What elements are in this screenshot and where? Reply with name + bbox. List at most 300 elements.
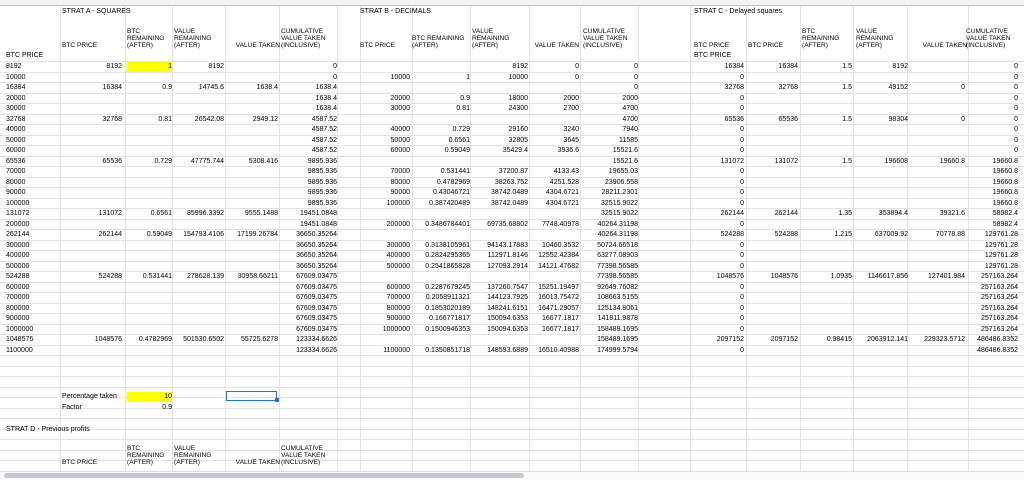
strat-b-cell: 38742.0489 (491, 189, 528, 196)
strat-c-cell: 0 (740, 105, 744, 112)
strat-a-cell: 36650.35264 (296, 263, 337, 270)
strat-c-cell: 0 (740, 189, 744, 196)
strat-a-cell: 0.59049 (146, 231, 172, 238)
strat-b-cell: 2000 (563, 95, 579, 102)
strat-c-cell: 129761.28 (984, 242, 1018, 249)
strat-b-cell: 4700 (622, 105, 638, 112)
strat-c-cell: 0 (740, 294, 744, 301)
strat-c-cell: 0 (740, 168, 744, 175)
strat-b-cell: 0.1853020189 (425, 305, 470, 312)
strat-c-cell: 0 (1014, 84, 1018, 91)
strat-c-cell: 196608 (884, 158, 908, 165)
strat-b-title: STRAT B - DECIMALS (360, 8, 431, 15)
strat-b-cell: 150094.6353 (487, 315, 528, 322)
strat-c-cell: 257163.264 (981, 305, 1018, 312)
strat-a-cell: 60000 (6, 147, 26, 154)
strat-b-cell: 30000 (390, 105, 410, 112)
strat-b-cell: 15251.19497 (538, 284, 579, 291)
strat-b-cell: 40000 (390, 126, 410, 133)
strat-b-cell: 174999.5794 (597, 347, 638, 354)
strat-a-cell: 19451.0848 (300, 221, 337, 228)
selected-cell[interactable] (226, 391, 277, 401)
strat-c-cell: 1048576 (770, 273, 798, 280)
strat-c-header: BTC REMAINING (AFTER) (802, 28, 840, 49)
strat-b-cell: 12552.42384 (538, 252, 579, 259)
strat-a-cell: 123334.6626 (296, 336, 337, 343)
strat-a-cell: 1048576 (6, 336, 34, 343)
row-gridline (0, 387, 1024, 388)
strat-a-cell: 20000 (6, 95, 26, 102)
strat-c-cell: 257163.264 (981, 326, 1018, 333)
strat-a-cell: 700000 (6, 294, 30, 301)
strat-a-cell: 67609.03475 (296, 326, 337, 333)
row-gridline (0, 439, 1024, 440)
strat-a-cell: 123334.6626 (296, 347, 337, 354)
strat-b-cell: 1 (466, 74, 470, 81)
strat-a-cell: 500000 (6, 263, 30, 270)
strat-b-cell: 23906.558 (604, 179, 638, 186)
strat-b-cell: 300000 (386, 242, 410, 249)
strat-b-cell: 100000 (386, 200, 410, 207)
strat-b-cell: 158489.1695 (597, 326, 638, 333)
strat-c-cell: 0 (1014, 105, 1018, 112)
strat-c-cell: 19660.8 (992, 168, 1018, 175)
strat-b-header: VALUE TAKEN (534, 42, 579, 49)
strat-a-cell: 19451.0848 (300, 210, 337, 217)
strat-b-cell: 4251.528 (549, 179, 579, 186)
strat-c-cell: 1.5 (842, 116, 852, 123)
strat-a-cell: 9895.936 (307, 158, 337, 165)
strat-b-cell: 0.2541865828 (425, 263, 470, 270)
strat-a-cell: 70000 (6, 168, 26, 175)
strat-a-cell: 5308.416 (248, 158, 278, 165)
strat-a-cell: 9895.936 (307, 200, 337, 207)
strat-b-cell: 0 (634, 84, 638, 91)
strat-a-cell: 0 (333, 74, 337, 81)
strat-c-cell: 1.215 (834, 231, 852, 238)
strat-a-cell: 32768 (6, 116, 26, 123)
strat-b-cell: 148593.6889 (487, 347, 528, 354)
strat-a-cell: 8192 (6, 63, 22, 70)
strat-a-cell: 278628.139 (187, 273, 224, 280)
strat-b-cell: 24300 (508, 105, 528, 112)
strat-b-cell: 200000 (386, 221, 410, 228)
strat-b-cell: 50724.66518 (597, 242, 638, 249)
strat-a-cell: 0.6561 (150, 210, 172, 217)
strat-b-cell: 0.6561 (448, 137, 470, 144)
strat-a-cell: 524288 (98, 273, 122, 280)
strat-b-cell: 63277.08903 (597, 252, 638, 259)
strat-c-cell: 32768 (724, 84, 744, 91)
strat-c-cell: 2097152 (716, 336, 744, 343)
factor-value: 0.9 (162, 404, 172, 411)
strat-c-cell: 19660.8 (992, 179, 1018, 186)
strat-c-cell: 0 (740, 126, 744, 133)
strat-a-cell: 0.4782969 (138, 336, 172, 343)
column-gridline (580, 5, 581, 471)
strat-b-cell: 38263.752 (494, 179, 528, 186)
strat-c-cell: 262144 (720, 210, 744, 217)
strat-b-cell: 0.9 (460, 95, 470, 102)
strat-a-cell: 4587.52 (311, 126, 337, 133)
horizontal-scrollbar-thumb[interactable] (4, 473, 524, 478)
column-gridline (800, 5, 801, 471)
strat-b-cell: 50000 (390, 137, 410, 144)
strat-b-cell: 69735.68802 (487, 221, 528, 228)
strat-c-cell: 19660.8 (992, 200, 1018, 207)
strat-b-cell: 40264.31198 (597, 231, 638, 238)
strat-b-cell: 700000 (386, 294, 410, 301)
strat-c-cell: 637009.92 (874, 231, 908, 238)
strat-c-cell: 129761.28 (984, 252, 1018, 259)
strat-a-cell: 80000 (6, 179, 26, 186)
strat-b-cell: 94143.17883 (487, 242, 528, 249)
strat-a-cell: 900000 (6, 315, 30, 322)
strat-b-cell: 29160 (508, 126, 528, 133)
strat-b-cell: 3240 (563, 126, 579, 133)
strat-c-cell: 0 (740, 242, 744, 249)
strat-c-cell: 65536 (724, 116, 744, 123)
column-header-bar (0, 0, 1024, 6)
strat-c-cell: 486486.8352 (977, 347, 1018, 354)
strat-b-header: BTC PRICE (360, 42, 396, 49)
strat-b-cell: 2000 (622, 95, 638, 102)
strat-c-cell: 70778.88 (935, 231, 965, 238)
column-gridline (125, 5, 126, 471)
strat-a-cell: 67609.03475 (296, 284, 337, 291)
strat-c-cell: 0 (740, 263, 744, 270)
strat-c-cell: 257163.264 (981, 284, 1018, 291)
strat-a-side-label: BTC PRICE (6, 52, 44, 59)
column-gridline (853, 5, 854, 471)
strat-b-cell: 112971.8146 (487, 252, 528, 259)
strat-b-cell: 0.1350851718 (425, 347, 470, 354)
strat-a-cell: 262144 (98, 231, 122, 238)
strat-c-cell: 0 (740, 305, 744, 312)
strat-b-cell: 7748.40978 (542, 221, 579, 228)
strat-c-header: CUMULATIVE VALUE TAKEN (INCLUSIVE) (966, 28, 1011, 49)
strat-c-cell: 229323.5712 (924, 336, 965, 343)
strat-b-cell: 2700 (563, 105, 579, 112)
strat-b-header: BTC REMAINING (AFTER) (412, 35, 465, 49)
percentage-value: 10 (127, 392, 172, 402)
column-gridline (225, 5, 226, 471)
strat-b-cell: 40264.31198 (597, 221, 638, 228)
fill-handle[interactable] (275, 398, 279, 402)
factor-label: Factor (62, 404, 82, 411)
strat-c-cell: 1146617.856 (867, 273, 908, 280)
strat-c-header: BTC PRICE (694, 42, 730, 49)
strat-b-cell: 18000 (508, 95, 528, 102)
strat-d-header: VALUE REMAINING (AFTER) (174, 445, 212, 466)
strat-a-cell: 36650.35264 (296, 242, 337, 249)
strat-a-cell: 40000 (6, 126, 26, 133)
strat-a-cell: 200000 (6, 221, 30, 228)
strat-b-cell: 150094.6353 (487, 326, 528, 333)
strat-c-cell: 19660.8 (939, 158, 965, 165)
strat-c-cell: 0 (1014, 95, 1018, 102)
strat-c-cell: 0 (740, 74, 744, 81)
strat-b-cell: 4304.6721 (545, 189, 579, 196)
strat-c-header: VALUE TAKEN (922, 42, 967, 49)
strat-c-cell: 1.35 (838, 210, 852, 217)
strat-b-cell: 20000 (390, 95, 410, 102)
strat-c-cell: 257163.264 (981, 273, 1018, 280)
strat-a-cell: 0.9 (162, 84, 172, 91)
strat-a-cell: 1100000 (6, 347, 33, 354)
strat-b-cell: 35429.4 (502, 147, 528, 154)
strat-a-cell: 1638.4 (315, 105, 337, 112)
strat-d-title: STRAT D - Previous profits (6, 426, 90, 433)
strat-b-cell: 0.2824295365 (425, 252, 470, 259)
strat-b-cell: 0.2058911321 (425, 294, 470, 301)
strat-a-cell: 524288 (6, 273, 30, 280)
strat-c-cell: 19660.8 (992, 189, 1018, 196)
strat-b-cell: 500000 (386, 263, 410, 270)
strat-b-cell: 125134.8061 (597, 305, 638, 312)
strat-b-cell: 4304.6721 (545, 200, 579, 207)
strat-c-cell: 524288 (720, 231, 744, 238)
strat-a-header: BTC PRICE (62, 42, 98, 49)
strat-a-header: VALUE REMAINING (AFTER) (174, 28, 212, 49)
strat-a-cell: 100000 (6, 200, 30, 207)
strat-b-cell: 70000 (390, 168, 410, 175)
strat-b-cell: 158489.1695 (597, 336, 638, 343)
column-gridline (746, 5, 747, 471)
strat-c-cell: 0 (1014, 137, 1018, 144)
percentage-label: Percentage taken (62, 393, 117, 400)
column-gridline (690, 5, 691, 471)
strat-a-cell: 30000 (6, 105, 26, 112)
strat-b-cell: 16677.1817 (542, 326, 579, 333)
strat-a-cell: 14745.6 (198, 84, 224, 91)
column-gridline (60, 5, 61, 471)
strat-b-cell: 14121.47682 (538, 263, 579, 270)
strat-c-cell: 0 (740, 179, 744, 186)
strat-b-cell: 10000 (508, 74, 528, 81)
strat-b-cell: 0 (634, 63, 638, 70)
strat-a-cell: 0.729 (154, 158, 172, 165)
row-gridline (0, 429, 1024, 430)
strat-c-cell: 131072 (774, 158, 798, 165)
strat-c-cell: 0 (740, 347, 744, 354)
strat-b-cell: 90000 (390, 189, 410, 196)
strat-b-cell: 600000 (386, 284, 410, 291)
strat-a-title: STRAT A - SQUARES (62, 8, 131, 15)
strat-a-cell: 85996.3392 (187, 210, 224, 217)
column-gridline (337, 5, 338, 471)
strat-b-cell: 15521.6 (612, 158, 638, 165)
strat-a-cell: 262144 (6, 231, 30, 238)
strat-c-cell: 131072 (720, 158, 744, 165)
strat-c-cell: 0 (1014, 63, 1018, 70)
strat-b-cell: 3936.6 (557, 147, 579, 154)
strat-a-cell: 8192 (208, 63, 224, 70)
strat-b-header: CUMULATIVE VALUE TAKEN (INCLUSIVE) (583, 28, 628, 49)
strat-a-cell: 2949.12 (252, 116, 278, 123)
strat-b-header: VALUE REMAINING (AFTER) (472, 28, 510, 49)
column-gridline (638, 5, 639, 471)
strat-a-cell: 67609.03475 (296, 315, 337, 322)
strat-b-cell: 148241.6151 (487, 305, 528, 312)
strat-d-header: CUMULATIVE VALUE TAKEN (INCLUSIVE) (281, 445, 326, 466)
strat-c-cell: 1.5 (842, 158, 852, 165)
strat-b-cell: 127093.2914 (487, 263, 528, 270)
strat-b-cell: 8192 (512, 63, 528, 70)
strat-b-cell: 7940 (622, 126, 638, 133)
strat-b-cell: 0.3486784401 (425, 221, 470, 228)
strat-a-header: VALUE TAKEN (235, 42, 280, 49)
strat-d-header: BTC PRICE (62, 459, 98, 466)
strat-b-cell: 0 (634, 74, 638, 81)
strat-c-title: STRAT C - Delayed squares (694, 8, 783, 15)
strat-c-cell: 0 (1014, 116, 1018, 123)
strat-b-cell: 16471.29057 (538, 305, 579, 312)
strat-c-cell: 353894.4 (878, 210, 908, 217)
strat-c-cell: 0 (740, 326, 744, 333)
strat-c-cell: 32768 (778, 84, 798, 91)
strat-b-cell: 0.166771817 (429, 315, 470, 322)
strat-b-cell: 0.729 (452, 126, 470, 133)
strat-b-cell: 4133.43 (553, 168, 579, 175)
strat-a-cell: 131072 (6, 210, 30, 217)
strat-b-cell: 16013.75472 (538, 294, 579, 301)
strat-a-cell: 800000 (6, 305, 30, 312)
strat-a-cell: 26542.08 (194, 116, 224, 123)
strat-b-cell: 1100000 (383, 347, 410, 354)
strat-a-cell: 131072 (98, 210, 122, 217)
strat-d-header: VALUE TAKEN (235, 459, 280, 466)
strat-a-cell: 9895.936 (307, 189, 337, 196)
strat-b-cell: 15521.6 (612, 147, 638, 154)
strat-c-cell: 0 (740, 200, 744, 207)
strat-c-cell: 127401.984 (928, 273, 965, 280)
strat-c-cell: 98304 (888, 116, 908, 123)
strat-a-cell: 65536 (102, 158, 122, 165)
strat-b-cell: 11585 (619, 137, 638, 144)
strat-c-cell: 2063912.141 (867, 336, 908, 343)
strat-a-cell: 47775.744 (190, 158, 224, 165)
strat-b-cell: 0.59049 (444, 147, 470, 154)
strat-c-sub-label: BTC PRICE (694, 52, 732, 59)
strat-a-cell: 16384 (102, 84, 122, 91)
strat-a-cell: 65536 (6, 158, 26, 165)
strat-a-cell: 1638.4 (315, 84, 337, 91)
strat-b-cell: 38742.0489 (491, 200, 528, 207)
strat-c-header: VALUE REMAINING (AFTER) (856, 28, 894, 49)
strat-b-cell: 0.4782969 (436, 179, 470, 186)
strat-c-cell: 0 (740, 137, 744, 144)
strat-c-cell: 0 (740, 95, 744, 102)
strat-a-cell: 1638.4 (315, 95, 337, 102)
strat-c-cell: 16384 (724, 63, 744, 70)
strat-d-header: BTC REMAINING (AFTER) (127, 445, 165, 466)
strat-a-cell: 501530.6502 (183, 336, 224, 343)
strat-a-cell: 16384 (6, 84, 26, 91)
strat-a-cell: 9895.936 (307, 179, 337, 186)
strat-a-cell: 36650.35264 (296, 231, 337, 238)
strat-c-cell: 2097152 (770, 336, 798, 343)
strat-b-cell: 77398.56585 (597, 273, 638, 280)
strat-a-cell: 600000 (6, 284, 30, 291)
strat-c-cell: 0 (740, 315, 744, 322)
strat-b-cell: 0.3138105961 (425, 242, 470, 249)
strat-a-cell: 4587.52 (311, 116, 337, 123)
strat-c-cell: 58982.4 (992, 221, 1018, 228)
strat-a-cell: 0 (333, 63, 337, 70)
strat-c-cell: 257163.264 (981, 294, 1018, 301)
strat-b-cell: 400000 (386, 252, 410, 259)
strat-a-cell: 36650.35264 (296, 252, 337, 259)
strat-a-cell: 1638.4 (256, 84, 278, 91)
strat-a-cell: 154793.4106 (183, 231, 224, 238)
strat-c-cell: 0 (1014, 126, 1018, 133)
strat-b-cell: 0.2287679245 (425, 284, 470, 291)
column-gridline (470, 5, 471, 471)
strat-a-cell: 8192 (106, 63, 122, 70)
strat-c-cell: 0 (1014, 74, 1018, 81)
strat-a-cell: 1 (127, 62, 172, 72)
strat-a-cell: 30958.66211 (237, 273, 278, 280)
strat-c-cell: 19660.8 (992, 158, 1018, 165)
strat-b-cell: 108663.5155 (597, 294, 638, 301)
strat-b-cell: 32515.9022 (601, 200, 638, 207)
strat-a-header: CUMULATIVE VALUE TAKEN (INCLUSIVE) (281, 28, 326, 49)
strat-b-cell: 900000 (386, 315, 410, 322)
strat-b-cell: 0 (575, 74, 579, 81)
strat-b-cell: 0.81 (456, 105, 470, 112)
strat-c-cell: 39321.6 (939, 210, 965, 217)
strat-b-cell: 0 (575, 63, 579, 70)
strat-c-cell: 0 (1014, 147, 1018, 154)
strat-a-header: BTC REMAINING (AFTER) (127, 28, 165, 49)
strat-a-cell: 90000 (6, 189, 26, 196)
strat-a-cell: 10000 (6, 74, 26, 81)
strat-c-cell: 486486.8352 (977, 336, 1018, 343)
strat-b-cell: 3645 (563, 137, 579, 144)
row-gridline (0, 376, 1024, 377)
strat-b-cell: 19655.03 (608, 168, 638, 175)
strat-a-cell: 4587.52 (311, 137, 337, 144)
strat-c-cell: 129761.28 (984, 231, 1018, 238)
strat-c-cell: 262144 (774, 210, 798, 217)
strat-a-cell: 0.531441 (142, 273, 172, 280)
strat-b-cell: 32515.9022 (601, 210, 638, 217)
column-gridline (172, 5, 173, 471)
strat-c-cell: 1.0935 (830, 273, 852, 280)
strat-c-cell: 8192 (892, 63, 908, 70)
strat-c-cell: 0.98415 (826, 336, 852, 343)
strat-b-cell: 0.531441 (440, 168, 470, 175)
strat-a-cell: 9555.1488 (244, 210, 278, 217)
strat-a-cell: 55725.6278 (241, 336, 278, 343)
strat-c-cell: 1.5 (842, 84, 852, 91)
strat-a-cell: 9895.936 (307, 168, 337, 175)
strat-b-cell: 28211.2301 (601, 189, 638, 196)
strat-b-cell: 0.43046721 (433, 189, 470, 196)
strat-a-cell: 300000 (6, 242, 30, 249)
strat-b-cell: 92649.76082 (597, 284, 638, 291)
strat-c-cell: 1048576 (716, 273, 744, 280)
strat-c-cell: 65536 (778, 116, 798, 123)
strat-c-cell: 58982.4 (992, 210, 1018, 217)
strat-b-cell: 32805 (508, 137, 528, 144)
strat-b-cell: 60000 (390, 147, 410, 154)
strat-a-cell: 67609.03475 (296, 305, 337, 312)
strat-c-cell: 129761.28 (984, 263, 1018, 270)
strat-c-cell: 0 (961, 116, 965, 123)
strat-c-cell: 0 (961, 84, 965, 91)
